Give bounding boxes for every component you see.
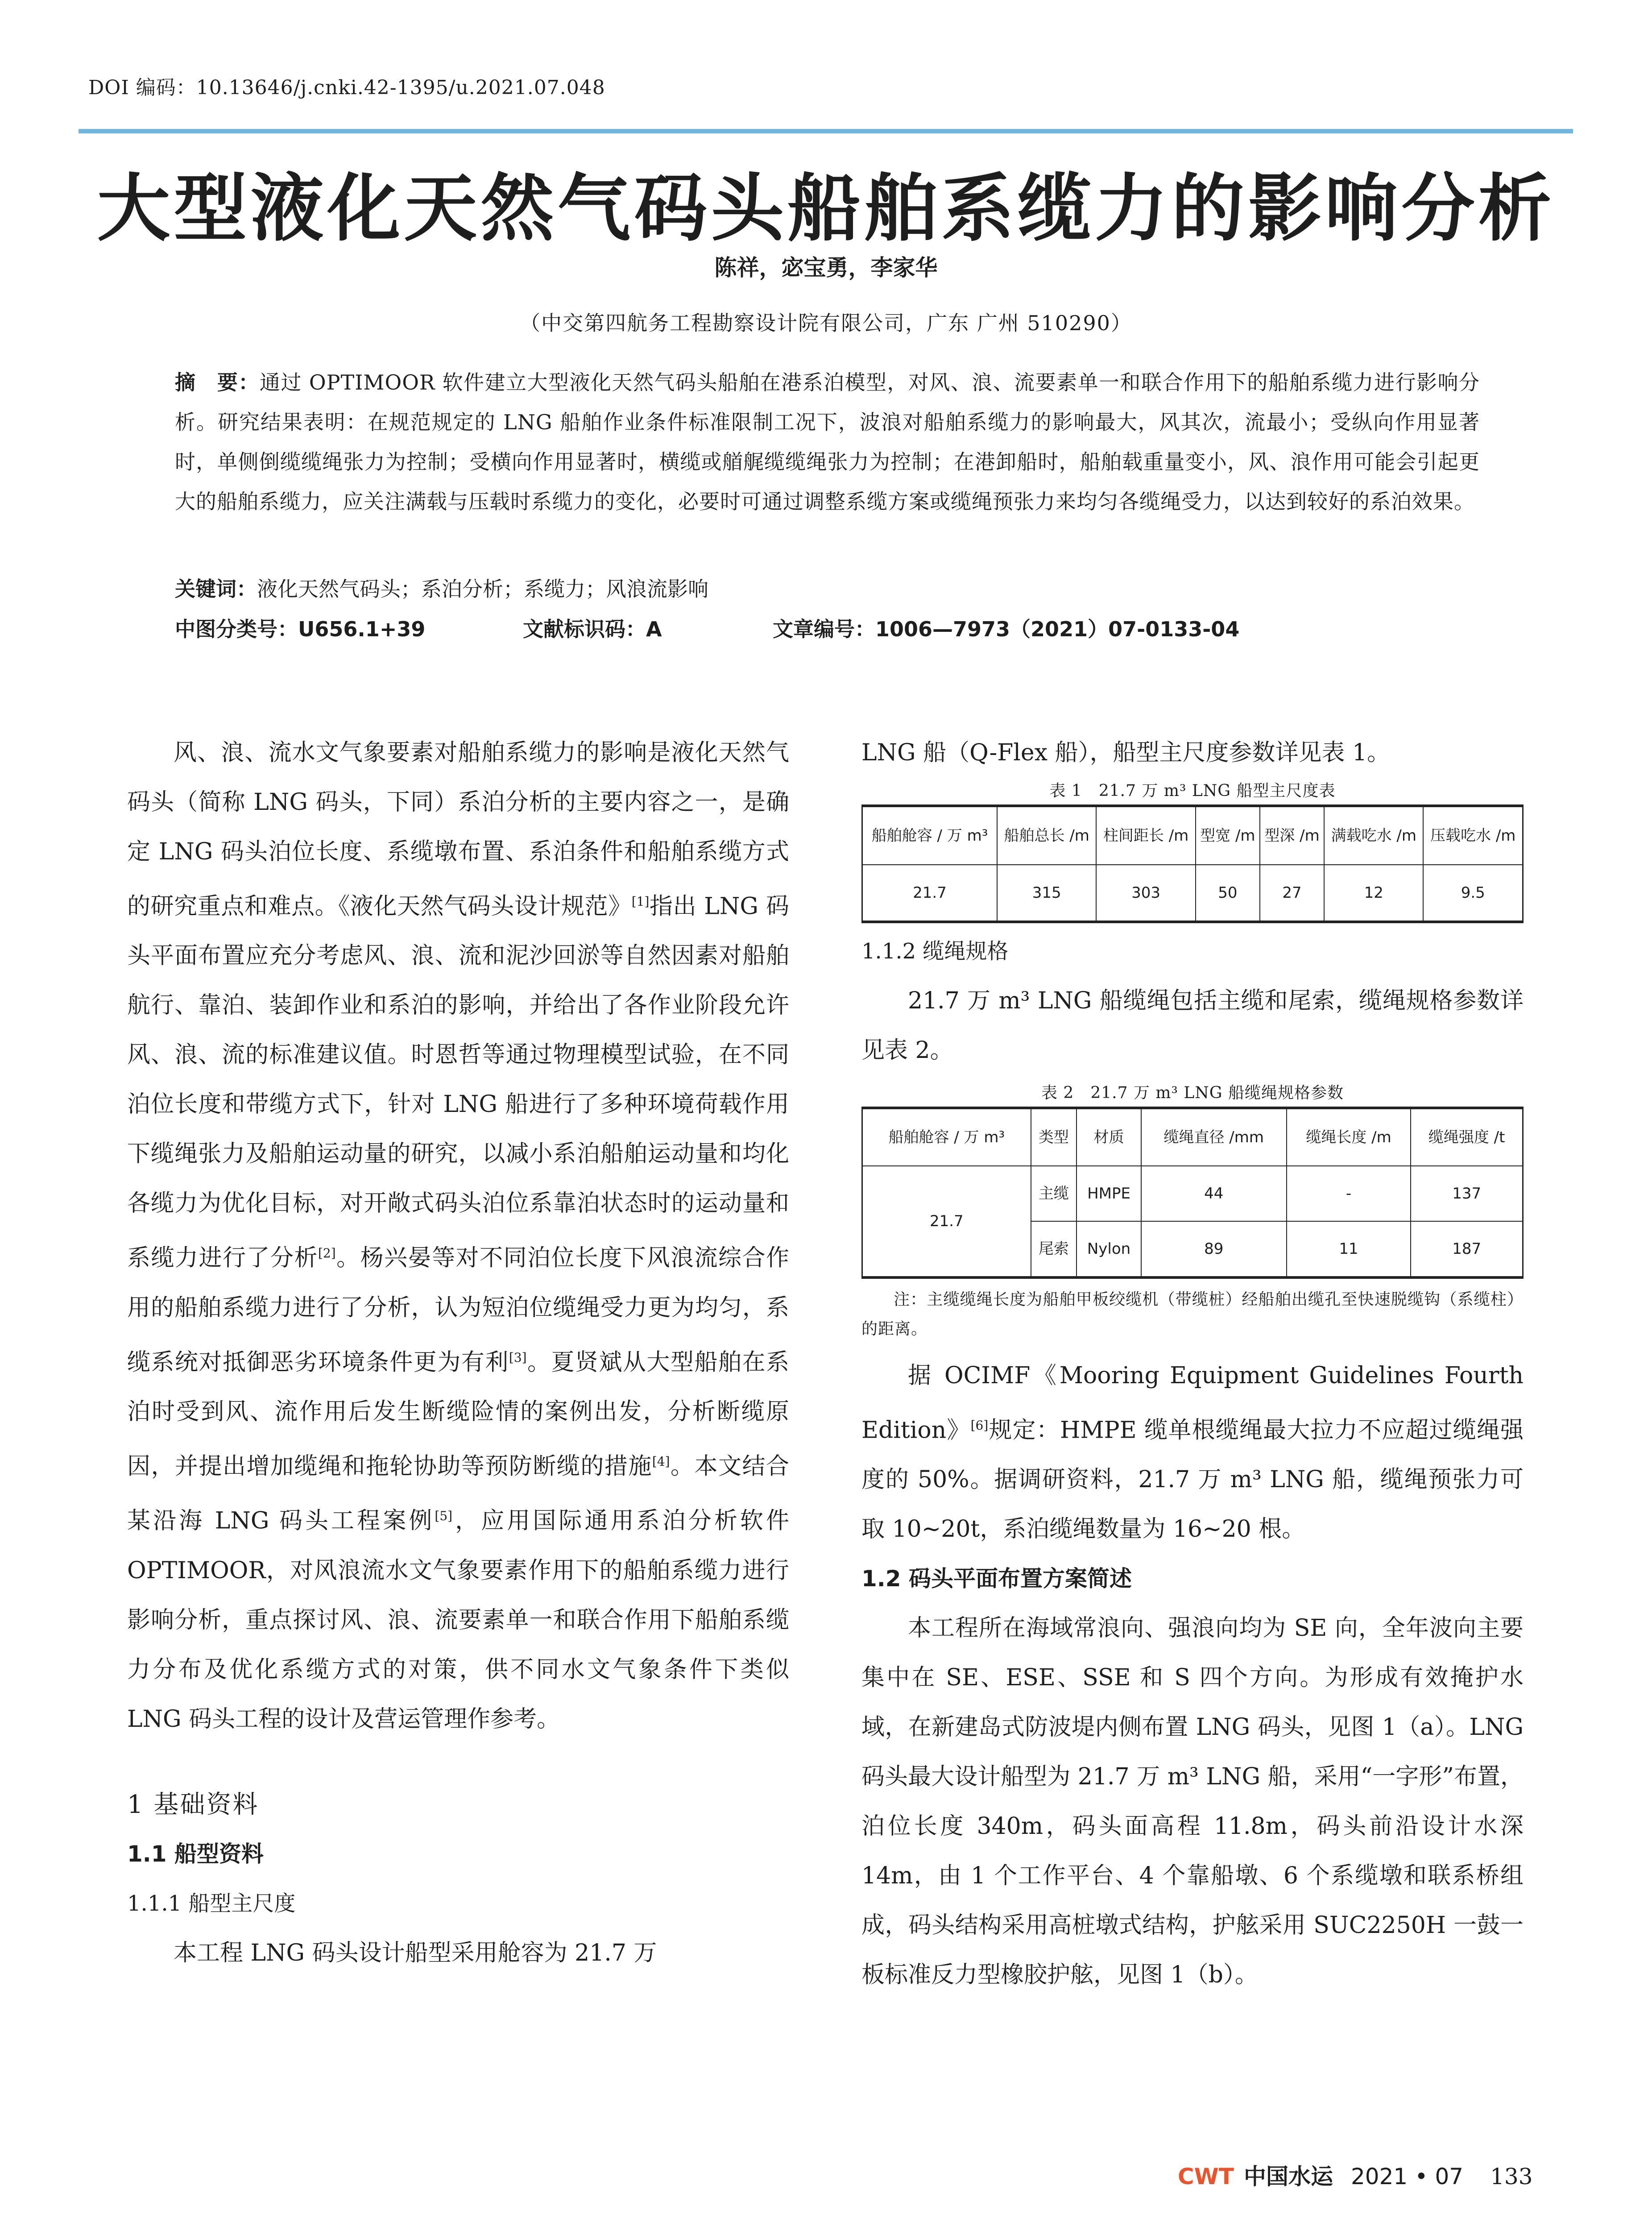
citation-1: [1] <box>631 894 650 909</box>
table-cell: 187 <box>1411 1221 1523 1277</box>
table-header-cell: 满载吃水 /m <box>1324 806 1423 865</box>
table-header-cell: 柱间距长 /m <box>1096 806 1195 865</box>
abstract <box>175 363 1480 522</box>
intro-text-2: 指出 LNG 码头平面布置应充分考虑风、浪、流和泥沙回淤等自然因素对船舶航行、靠泊、装卸作业和系泊的影响，并给出了各作业阶段允许风、浪、流的标准建议值。时恩哲等通过物理模型试验，在不同泊位长度和带缆方式下，针对 LNG 船进行了多种环境荷载作用下缆绳张力及船舶运动量的研究，以减小系泊船舶运动量和均化各缆力为优化目标，对开敞式码头泊位系靠泊状态时的运动量和系缆力进行了分析 <box>127 893 789 1272</box>
intro-text-4: 。夏贤斌从大型船舶在系泊时受到风、流作用后发生断缆险情的案例出发，分析断缆原因，并提出增加缆绳和拖轮协助等预防断缆的措施 <box>127 1348 789 1480</box>
keywords <box>175 569 1480 609</box>
ocimf-text: 据 OCIMF《Mooring Equipment Guidelines Fourth Edition》 <box>861 1362 1524 1444</box>
table-2-note: 注：主缆缆绳长度为船舶甲板绞缆机（带缆桩）经船舶出缆孔至快速脱缆钩（系缆柱）的距离。 <box>861 1290 1524 1338</box>
table-cell: 11 <box>1287 1221 1411 1277</box>
keywords-label: 关键词： <box>175 577 257 601</box>
table-cell: 主缆 <box>1031 1166 1077 1221</box>
table-header-cell: 型宽 /m <box>1196 806 1260 865</box>
page-footer <box>1178 2159 1533 2191</box>
table-header-cell: 压载吃水 /m <box>1423 806 1523 865</box>
intro-text-5: 。本文结合某沿海 LNG 码头工程案例 <box>127 1453 789 1534</box>
table-2 <box>861 1107 1524 1279</box>
table-cell: 44 <box>1141 1166 1287 1221</box>
table-2-capacity-cell: 21.7 <box>862 1166 1031 1277</box>
table-header-cell: 缆绳长度 /m <box>1287 1108 1411 1166</box>
ship-paragraph: 本工程 LNG 码头设计船型采用舱容为 21.7 万 <box>174 1939 657 1966</box>
abstract-label: 摘 要： <box>175 370 260 394</box>
table-header-cell: 类型 <box>1031 1108 1077 1166</box>
table-cell: 137 <box>1411 1166 1523 1221</box>
table-cell: 50 <box>1196 865 1260 922</box>
table-header-cell: 船舶舱容 / 万 m³ <box>862 806 998 865</box>
ocimf-paragraph <box>861 1351 1524 1554</box>
abstract-text: 通过 OPTIMOOR 软件建立大型液化天然气码头船舶在港系泊模型，对风、浪、流要素单一和联合作用下的船舶系缆力进行影响分析。研究结果表明：在规范规定的 LNG 船舶作业条件标准限制工况下，波浪对船舶系缆力的影响最大，风其次，流最小；受纵向作用显著时，单侧倒缆缆绳张力为控制；受横向作用显著时，横缆或艏艉缆缆绳张力为控制；在港卸船时，船舶载重量变小，风、浪作用可能会引起更大的船舶系缆力，应关注满载与压载时系缆力的变化，必要时可通过调整系缆方案或缆绳预张力来均匀各缆绳受力，以达到较好的系泊效果。 <box>175 370 1480 514</box>
table-2-header-row <box>862 1108 1523 1166</box>
intro-text-3: 。杨兴晏等对不同泊位长度下风浪流综合作用的船舶系缆力进行了分析，认为短泊位缆绳受力更为均匀，系缆系统对抵御恶劣环境条件更为有利 <box>127 1244 789 1376</box>
table-cell: 21.7 <box>862 865 998 922</box>
table-2-caption: 表 2 21.7 万 m³ LNG 船缆绳规格参数 <box>1041 1084 1344 1102</box>
intro-paragraph <box>127 728 789 1744</box>
table-2-row <box>862 1166 1523 1221</box>
citation-3: [3] <box>509 1350 527 1365</box>
section-1-1-1-heading: 1.1.1 船型主尺度 <box>127 1891 296 1916</box>
classification-row <box>175 610 1480 649</box>
journal-logo: CWT <box>1178 2164 1234 2190</box>
intro-text-6: ，应用国际通用系泊分析软件 OPTIMOOR，对风浪流水文气象要素作用下的船舶系缆力进行影响分析，重点探讨风、浪、流要素单一和联合作用下船舶系缆力分布及优化系缆方式的对策，供不同水文气象条件下类似 LNG 码头工程的设计及营运管理作参考。 <box>127 1507 789 1733</box>
section-1-heading: 1 基础资料 <box>127 1790 259 1819</box>
issue-number: 2021 • 07 <box>1350 2164 1464 2190</box>
authors: 陈祥，宓宝勇，李家华 <box>714 255 938 281</box>
table-cell: Nylon <box>1076 1221 1141 1277</box>
table-cell: 27 <box>1260 865 1324 922</box>
table-header-cell: 船舶总长 /m <box>997 806 1096 865</box>
table-cell: 89 <box>1141 1221 1287 1277</box>
section-1-2-heading: 1.2 码头平面布置方案简述 <box>861 1566 1132 1592</box>
table-header-cell: 船舶舱容 / 万 m³ <box>862 1108 1031 1166</box>
table-cell: 12 <box>1324 865 1423 922</box>
header-rule <box>79 129 1573 133</box>
journal-name: 中国水运 <box>1243 2163 1333 2190</box>
section-1-1-2-heading: 1.1.2 缆绳规格 <box>861 939 1009 964</box>
table-1-data-row <box>862 865 1523 922</box>
left-column <box>127 728 789 1978</box>
table-cell: 315 <box>997 865 1096 922</box>
affiliation: （中交第四航务工程勘察设计院有限公司，广东 广州 510290） <box>520 311 1132 335</box>
table-1-header-row <box>862 806 1523 865</box>
table-cell: 9.5 <box>1423 865 1523 922</box>
table-cell: 303 <box>1096 865 1195 922</box>
table-header-cell: 材质 <box>1076 1108 1141 1166</box>
table-cell: HMPE <box>1076 1166 1141 1221</box>
page-number: 133 <box>1490 2164 1533 2190</box>
doi-line: DOI 编码：10.13646/j.cnki.42-1395/u.2021.07.048 <box>88 76 605 99</box>
clc-number: 中图分类号：U656.1+39 <box>175 617 426 641</box>
layout-paragraph: 本工程所在海域常浪向、强浪向均为 SE 向，全年波向主要集中在 SE、ESE、SSE 和 S 四个方向。为形成有效掩护水域，在新建岛式防波堤内侧布置 LNG 码头，见图 1（a）。LNG 码头最大设计船型为 21.7 万 m³ LNG 船，采用“一字形”布置，泊位长度 340m，码头面高程 11.8m，码头前沿设计水深 14m，由 1 个工作平台、4 个靠船墩、6 个系缆墩和联系桥组成，码头结构采用高桩墩式结构，护舷采用 SUC2250H 一鼓一板标准反力型橡胶护舷，见图 1（b）。 <box>861 1615 1524 1989</box>
intro-text-1: 风、浪、流水文气象要素对船舶系缆力的影响是液化天然气码头（简称 LNG 码头，下同）系泊分析的主要内容之一，是确定 LNG 码头泊位长度、系缆墩布置、系泊条件和船舶系缆方式的研究重点和难点。《液化天然气码头设计规范》 <box>127 739 789 920</box>
table-header-cell: 缆绳强度 /t <box>1411 1108 1523 1166</box>
article-title: 大型液化天然气码头船舶系缆力的影响分析 <box>97 165 1555 251</box>
article-number: 文章编号：1006—7973（2021）07-0133-04 <box>773 617 1240 641</box>
right-column <box>861 728 1524 2000</box>
ocimf-text-continued: 规定：HMPE 缆单根缆绳最大拉力不应超过缆绳强度的 50%。据调研资料，21.7 万 m³ LNG 船，缆绳预张力可取 10~20t，系泊缆绳数量为 16~20 根。 <box>861 1417 1524 1543</box>
citation-5: [5] <box>435 1509 453 1524</box>
citation-2: [2] <box>318 1246 336 1261</box>
section-1-1-heading: 1.1 船型资料 <box>127 1841 264 1867</box>
table-1 <box>861 804 1524 923</box>
table-cell: 尾索 <box>1031 1221 1077 1277</box>
keywords-text: 液化天然气码头；系泊分析；系缆力；风浪流影响 <box>257 577 708 601</box>
ship-paragraph-continued: LNG 船（Q-Flex 船），船型主尺度参数详见表 1。 <box>861 739 1391 766</box>
citation-4: [4] <box>652 1454 670 1469</box>
citation-6: [6] <box>970 1418 989 1433</box>
table-1-caption: 表 1 21.7 万 m³ LNG 船型主尺度表 <box>1049 782 1336 800</box>
rope-paragraph: 21.7 万 m³ LNG 船缆绳包括主缆和尾索，缆绳规格参数详见表 2。 <box>861 987 1524 1064</box>
table-header-cell: 缆绳直径 /mm <box>1141 1108 1287 1166</box>
document-code: 文献标识码：A <box>523 617 662 641</box>
table-header-cell: 型深 /m <box>1260 806 1324 865</box>
table-cell: - <box>1287 1166 1411 1221</box>
